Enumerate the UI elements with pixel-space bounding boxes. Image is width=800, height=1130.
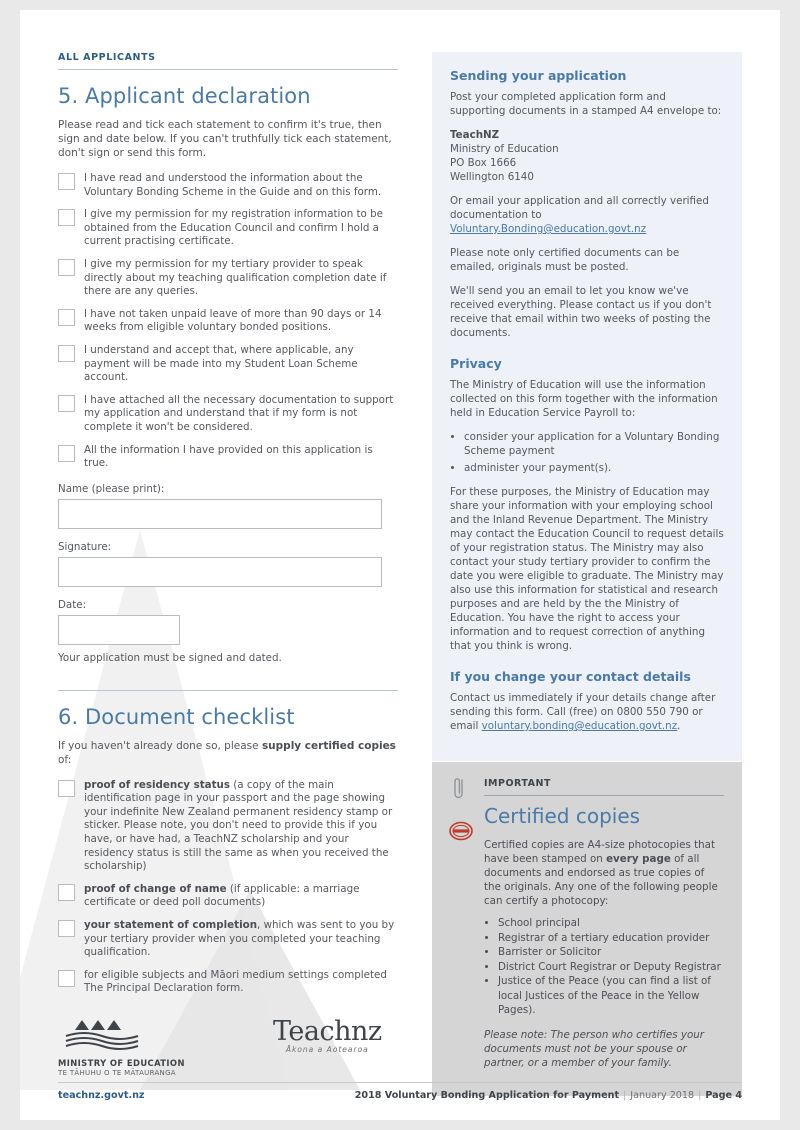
- checklist-bold-3: your statement of completion: [84, 919, 258, 932]
- checklist-row[interactable]: [58, 883, 398, 910]
- date-label: Date:: [58, 598, 87, 611]
- ministry-of-education-logo: [58, 1018, 228, 1077]
- declaration-label-4: I have not taken unpaid leave of more than 90 days or 14 weeks from eligible voluntary bonded positions.: [84, 307, 382, 334]
- checklist-bold-1: proof of residency status: [84, 778, 230, 791]
- certifier-item-2: • Registrar of a tertiary education provider: [498, 931, 724, 946]
- certified-stamp-icon: [448, 818, 474, 844]
- footer-website[interactable]: teachnz.govt.nz: [58, 1090, 145, 1101]
- section-5-heading: 5. Applicant declaration: [58, 84, 311, 108]
- section-5-lead: Please read and tick each statement to confirm it's true, then sign and date below. If you can't truthfully tick each statement, don't sign or send this form.: [58, 119, 392, 159]
- privacy-bullet-1: • consider your application for a Voluntary Bonding Scheme payment: [464, 430, 724, 458]
- certifier-item-4: • District Court Registrar or Deputy Registrar: [498, 960, 724, 975]
- email-instruction: [450, 194, 724, 236]
- signature-note: Your application must be signed and dated.: [58, 651, 282, 664]
- privacy-body: For these purposes, the Ministry of Education may share your information with your employing school and the Inland Revenue Department. The Ministry may contact the Education Council to request details of your registration status. The Ministry may also contact your study tertiary provider to confirm the date you were eligible to graduate. The Ministry may also use this information for statistical and research purposes and are held by the the Ministry of Education. You have the right to access your information and to request correction of anything that you think is wrong.: [450, 486, 724, 652]
- checkbox-checklist-3[interactable]: [58, 920, 75, 937]
- privacy-heading: Privacy: [450, 356, 502, 371]
- section-6-lead-bold: supply certified copies: [261, 739, 396, 752]
- date-input[interactable]: [58, 615, 180, 645]
- certifier-item-5: • Justice of the Peace (you can find a list of local Justices of the Peace in the Yellow Pages).: [498, 974, 724, 1018]
- declaration-label-2: I give my permission for my registration information to be obtained from the Education Council and confirm I hold a current practising certificate.: [84, 208, 384, 248]
- address-line-1: Ministry of Education: [450, 143, 559, 155]
- checkbox-declaration-4[interactable]: [58, 309, 75, 326]
- important-intro: [484, 838, 724, 908]
- privacy-intro: The Ministry of Education will use the information collected on this form together with the information held in Education Service Payroll to:: [450, 379, 718, 419]
- signature-input[interactable]: [58, 557, 382, 587]
- address-line-2: PO Box 1666: [450, 157, 517, 169]
- address-name: TeachNZ: [450, 129, 500, 141]
- checklist-rest-1: (a copy of the main identification page in your passport and the page showing your indefinite New Zealand permanent residency stamp or sticker. Please note, you don't need to provide this if you have, or have had, a TeachNZ scholarship and your residency status is still the same as when you received the scholarship): [84, 778, 393, 873]
- checklist-row[interactable]: [58, 779, 398, 874]
- email-instruction-text: Or email your application and all correctly verified documentation to: [450, 195, 709, 221]
- certifier-list: [484, 916, 724, 1018]
- important-note: Please note: The person who certifies your documents must not be your spouse or partner, or a member of your family.: [484, 1028, 705, 1069]
- declaration-row[interactable]: [58, 258, 398, 299]
- footer-meta: [355, 1090, 742, 1101]
- footer-date: January 2018: [630, 1090, 695, 1101]
- right-column: [432, 52, 742, 761]
- footer-divider: [58, 1082, 742, 1083]
- checkbox-declaration-3[interactable]: [58, 259, 75, 276]
- checklist-label-2: [84, 883, 398, 910]
- section-6-heading: 6. Document checklist: [58, 704, 295, 729]
- declaration-row[interactable]: [58, 308, 398, 335]
- checklist-rest-4: for eligible subjects and Māori medium settings completed The Principal Declaration form.: [84, 968, 387, 995]
- paperclip-icon: [452, 776, 466, 802]
- teachnz-logo-tagline: Ākona a Aotearoa: [285, 1045, 369, 1054]
- checklist-row[interactable]: [58, 969, 398, 996]
- section-6-lead-part1: If you haven't already done so, please: [58, 739, 262, 752]
- checkbox-declaration-5[interactable]: [58, 345, 75, 362]
- declaration-label-5: I understand and accept that, where applicable, any payment will be made into my Student Loan Scheme account.: [84, 343, 358, 384]
- checkbox-checklist-2[interactable]: [58, 884, 75, 901]
- important-intro-bold: every page: [606, 853, 671, 865]
- checklist-label-4: [84, 969, 398, 996]
- important-label: IMPORTANT: [484, 778, 551, 789]
- name-input[interactable]: [58, 499, 382, 529]
- checklist-rest-3: , which was sent to you by your tertiary provider when you completed your teaching qualification.: [84, 919, 395, 959]
- declaration-label-1: I have read and understood the information about the Voluntary Bonding Scheme in the Guide and on this form.: [84, 172, 382, 198]
- checklist-row[interactable]: [58, 919, 398, 960]
- moe-logo-text-mi: TE TĀHUHU O TE MĀTAURANGA: [58, 1069, 176, 1077]
- sending-intro: Post your completed application form and supporting documents in a stamped A4 envelope to:: [450, 91, 722, 117]
- footer-doc-title: 2018 Voluntary Bonding Application for Payment: [354, 1090, 620, 1101]
- sending-heading: Sending your application: [450, 68, 627, 83]
- email-link-contact[interactable]: voluntary.bonding@education.govt.nz: [481, 720, 678, 732]
- document-page: [20, 10, 780, 1120]
- declaration-label-7: All the information I have provided on this application is true.: [84, 443, 373, 470]
- checklist-bold-2: proof of change of name: [84, 882, 227, 895]
- important-intro-a: Certified copies are A4-size photocopies that have been stamped on: [484, 839, 716, 865]
- declaration-row[interactable]: [58, 444, 398, 471]
- section-6-lead: [58, 739, 398, 767]
- contact-change-heading: If you change your contact details: [450, 669, 691, 684]
- certifier-item-3: • Barrister or Solicitor: [498, 945, 724, 960]
- teachnz-logo: [273, 1016, 382, 1054]
- divider: [58, 69, 398, 70]
- important-intro-b: of all documents and endorsed as true copies of the originals. Any one of the following people can certify a photocopy:: [484, 853, 718, 907]
- important-title: Certified copies: [484, 804, 641, 828]
- contact-change-period: .: [677, 720, 681, 732]
- checkbox-checklist-4[interactable]: [58, 970, 75, 987]
- declaration-label-6: I have attached all the necessary documentation to support my application and understand that if my form is not complete it won't be considered.: [84, 393, 394, 433]
- declaration-label-3: I give my permission for my tertiary provider to speak directly about my teaching qualification completion date if there are any queries.: [84, 257, 387, 298]
- address-line-3: Wellington 6140: [450, 171, 534, 183]
- checkbox-checklist-1[interactable]: [58, 780, 75, 797]
- certified-note: Please note only certified documents can be emailed, originals must be posted.: [450, 247, 680, 273]
- name-label: Name (please print):: [58, 482, 165, 495]
- checkbox-declaration-2[interactable]: [58, 209, 75, 226]
- declaration-row[interactable]: [58, 172, 398, 199]
- privacy-bullet-2: • administer your payment(s).: [464, 461, 724, 475]
- postal-address: [450, 128, 724, 184]
- divider: [58, 690, 398, 691]
- checklist-label-3: [84, 919, 398, 960]
- checkbox-declaration-7[interactable]: [58, 445, 75, 462]
- certifier-item-1: • School principal: [498, 916, 724, 931]
- moe-logo-text-en: MINISTRY OF EDUCATION: [58, 1058, 185, 1068]
- declaration-row[interactable]: [58, 344, 398, 385]
- info-panel: [432, 52, 742, 761]
- signature-label: Signature:: [58, 540, 112, 553]
- left-column: [58, 52, 398, 1005]
- teachnz-logo-text: Teachnz: [273, 1016, 382, 1047]
- moe-mark-icon: [58, 1018, 218, 1052]
- declaration-row[interactable]: [58, 394, 398, 435]
- footer-separator-2: |: [698, 1090, 702, 1101]
- checkbox-declaration-6[interactable]: [58, 395, 75, 412]
- contact-change-text: Contact us immediately if your details change after sending this form. Call (free) on 0800 550 790 or email: [450, 692, 716, 732]
- footer-page-number: Page 4: [705, 1090, 742, 1101]
- privacy-bullets: [450, 430, 724, 475]
- eyebrow-all-applicants: ALL APPLICANTS: [58, 52, 156, 63]
- checkbox-declaration-1[interactable]: [58, 173, 75, 190]
- declaration-row[interactable]: [58, 208, 398, 249]
- contact-change-body: [450, 691, 724, 733]
- important-divider: [484, 795, 724, 796]
- checklist-label-1: [84, 779, 398, 874]
- section-6-lead-part2: of:: [58, 753, 72, 766]
- footer-separator-1: |: [623, 1090, 627, 1101]
- checklist-rest-2: (if applicable: a marriage certificate or deed poll documents): [84, 882, 360, 909]
- confirmation-note: We'll send you an email to let you know we've received everything. Please contact us if you don't receive that email within two weeks of posting the documents.: [450, 285, 712, 339]
- important-box: [432, 762, 742, 1096]
- page-footer: [58, 1090, 742, 1101]
- email-link-voluntary-bonding[interactable]: Voluntary.Bonding@education.govt.nz: [450, 223, 647, 235]
